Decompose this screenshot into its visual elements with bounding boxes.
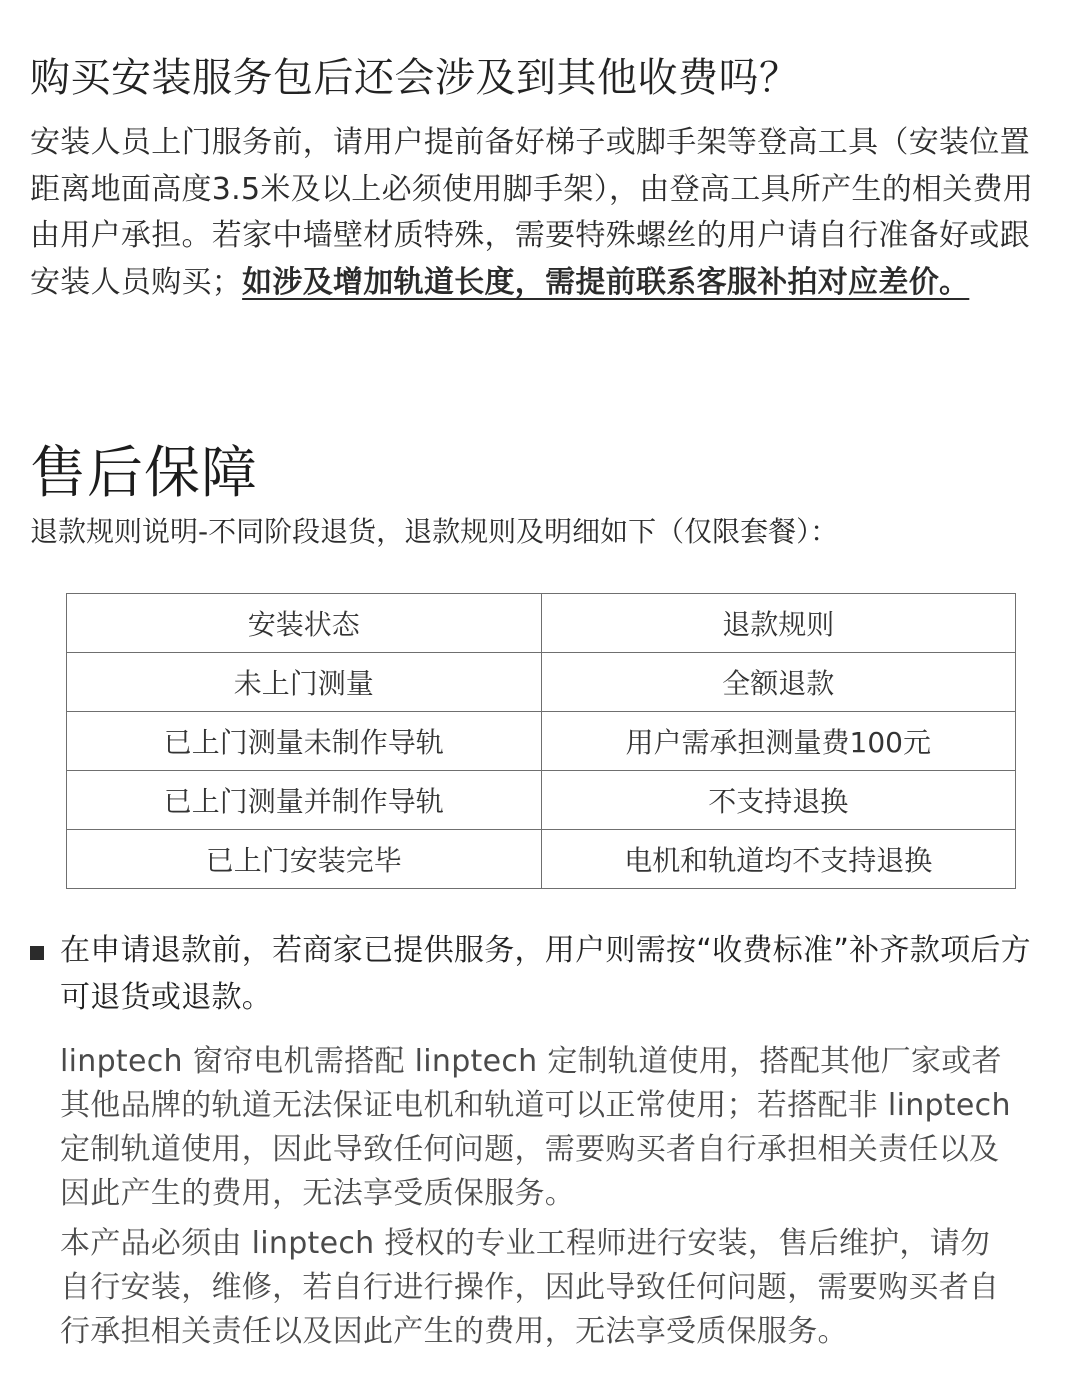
faq-answer-text: 安装人员上门服务前，请用户提前备好梯子或脚手架等登高工具（安装位置距离地面高度3.5米及以上必须使用脚手架），由登高工具所产生的相关费用由用户承担。若家中墙壁材质特殊，需要特殊螺丝的用户请自行准备好或跟安装人员购买； — [30, 125, 1034, 300]
table-row — [67, 653, 1016, 712]
table-cell-rule: 电机和轨道均不支持退换 — [541, 830, 1016, 889]
after-sales-title: 售后保障 — [30, 441, 258, 506]
bullet-item — [30, 927, 1050, 1021]
table-header-row — [67, 594, 1016, 653]
refund-rules-table — [66, 593, 1016, 889]
faq-answer-emphasis: 如涉及增加轨道长度，需提前联系客服补拍对应差价。 — [242, 264, 970, 300]
table-cell-rule: 不支持退换 — [541, 771, 1016, 830]
table-header-refund-rule: 退款规则 — [541, 594, 1016, 653]
installation-authorization-note: 本产品必须由 linptech 授权的专业工程师进行安装，售后维护，请勿自行安装，维修，若自行进行操作，因此导致任何问题，需要购买者自行承担相关责任以及因此产生的费用，无法享受质保服务。 — [60, 1226, 1000, 1349]
refund-prerequisite-note — [30, 927, 1050, 1021]
table-header-install-status: 安装状态 — [67, 594, 542, 653]
table-cell-status: 未上门测量 — [67, 653, 542, 712]
table-cell-status: 已上门测量并制作导轨 — [67, 771, 542, 830]
track-compatibility-note: linptech 窗帘电机需搭配 linptech 定制轨道使用，搭配其他厂家或者其他品牌的轨道无法保证电机和轨道可以正常使用；若搭配非 linptech 定制轨道使用，因此导致任何问题，需要购买者自行承担相关责任以及因此产生的费用，无法享受质保服务。 — [60, 1044, 1011, 1211]
faq-question-title: 购买安装服务包后还会涉及到其他收费吗？ — [30, 55, 800, 101]
after-sales-section — [30, 438, 1050, 552]
table-cell-status: 已上门测量未制作导轨 — [67, 712, 542, 771]
table-row — [67, 830, 1016, 889]
table-cell-rule: 全额退款 — [541, 653, 1016, 712]
square-bullet-icon — [30, 946, 44, 960]
refund-rules-subtitle: 退款规则说明-不同阶段退货，退款规则及明细如下（仅限套餐）： — [30, 515, 839, 548]
table-row — [67, 712, 1016, 771]
table-row — [67, 771, 1016, 830]
faq-answer — [30, 120, 1050, 306]
installation-fee-faq — [30, 50, 1050, 306]
table-cell-status: 已上门安装完毕 — [67, 830, 542, 889]
bullet-text: 在申请退款前，若商家已提供服务，用户则需按“收费标准”补齐款项后方可退货或退款。 — [60, 933, 1031, 1015]
table-cell-rule: 用户需承担测量费100元 — [541, 712, 1016, 771]
